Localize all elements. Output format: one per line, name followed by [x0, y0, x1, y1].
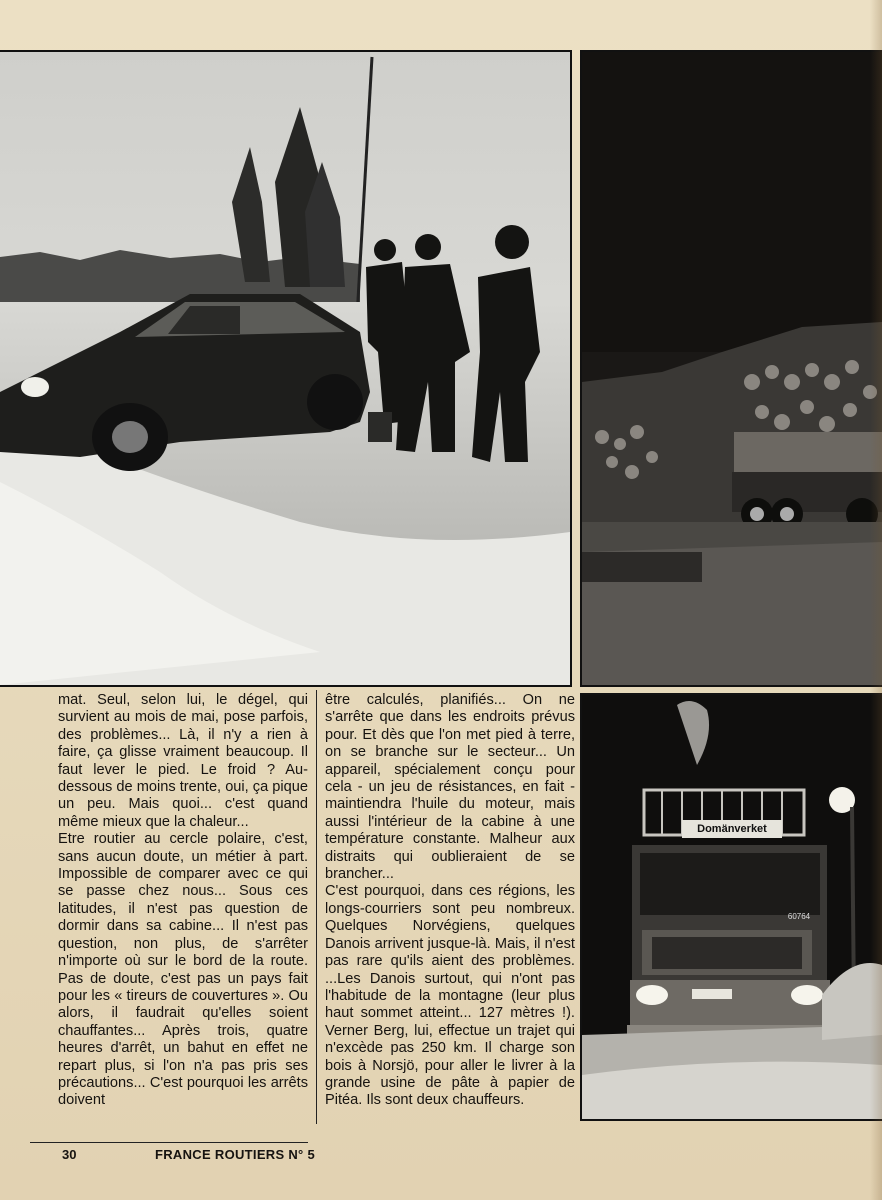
column-divider [316, 690, 317, 1124]
article-paragraph: Etre routier au cercle polaire, c'est, sans aucun doute, un métier à part. Impossible de comparer avec ce qui se passe chez nous... Sous ces latitudes, il n'est pas question de dormir dans sa cabine... Il n'est pas question, non plus, de s'arrêter n'importe où sur le bord de la route. Pas de doute, c'est pas un pays fait pour les « tireurs de couvertures ». Ou alors, il faudrait qu'elles soient chauffantes... Après trois, quatre heures d'arrêt, un bahut en effet ne repart plus, si l'on n'a pas pris ses précautions... C'est pourquoi les arrêts doivent [58, 831, 308, 1109]
photo-volvo-truck-night [580, 693, 882, 1121]
article-paragraph: être calculés, planifiés... On ne s'arrête que dans les endroits prévus pour. Et dès que l'on met pied à terre, on se branche sur le secteur... Un appareil, spécialement conçu pour cela - un jeu de résistances, en fait - maintiendra l'huile du moteur, mais aussi l'intérieur de la cabine à une température constante. Malheur aux distraits qui oublieraient de se brancher... [325, 692, 575, 883]
magazine-title: FRANCE ROUTIERS N° 5 [155, 1147, 315, 1162]
timber-scene-illustration [582, 52, 882, 685]
photo-car-in-snow [0, 50, 572, 687]
truck-scene-illustration [582, 695, 882, 1119]
article-column-left [58, 692, 308, 1128]
truck-sign: Domänverket [682, 820, 782, 838]
article-paragraph: C'est pourquoi, dans ces régions, les longs-courriers sont peu nombreux. Quelques Norvégiens, quelques Danois arrivent jusque-là. Mais, il n'est pas rare qu'ils aient des problèmes. ...Les Danois surtout, qui n'ont pas l'habitude de la montagne (leur plus haut sommet atteint... 127 mètres !). Verner Berg, lui, effectue un trajet qui n'excède pas 250 km. Il charge son bois à Norsjö, pour aller le livrer à la grande usine de pâte à papier de Pitéa. Ils sont deux chauffeurs. [325, 883, 575, 1109]
truck-plate: 60764 [787, 912, 811, 921]
snow-scene-illustration [0, 52, 570, 685]
page-number: 30 [62, 1147, 77, 1162]
photo-night-timber-truck [580, 50, 882, 687]
page-edge-shadow [870, 0, 882, 1200]
footer-rule [30, 1142, 308, 1143]
article-paragraph: mat. Seul, selon lui, le dégel, qui survient au mois de mai, pose parfois, des problèmes... Là, il n'y a rien à faire, ça glisse vraiment beaucoup. Il faut lever le pied. Le froid ? Au-dessous de moins trente, oui, ça pique un peu. Mais quoi... c'est quand même mieux que la chaleur... [58, 692, 308, 830]
article-column-right [325, 692, 575, 1128]
